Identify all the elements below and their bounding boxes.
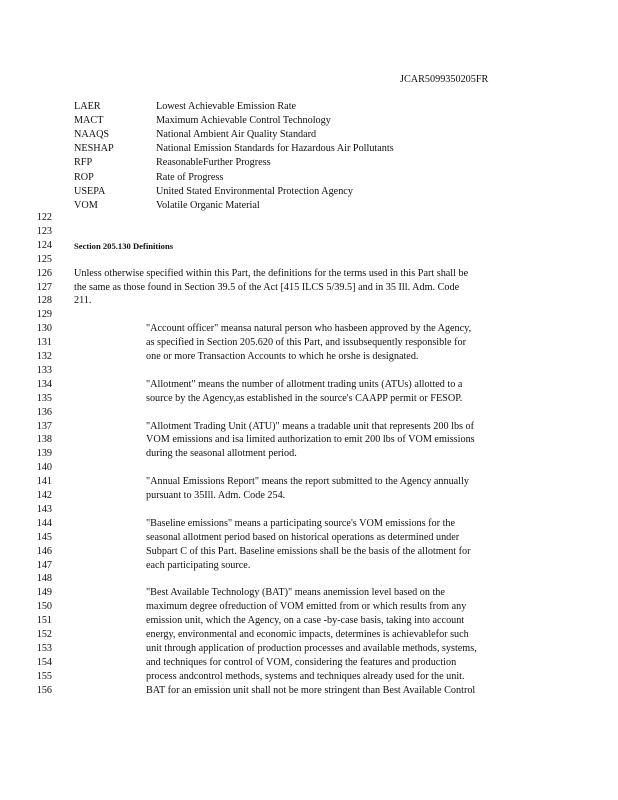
line-number: 141 xyxy=(36,476,52,488)
body-text-line: Unless otherwise specified within this Part, the definitions for the terms used in this Part shall be xyxy=(74,267,469,279)
line-number: 151 xyxy=(36,615,52,627)
line-number: 126 xyxy=(36,267,52,279)
abbreviation-term: NAAQS xyxy=(74,129,110,141)
line-number: 139 xyxy=(36,448,52,460)
abbreviation-term: USEPA xyxy=(74,185,106,197)
line-number: 155 xyxy=(36,670,52,682)
line-number: 123 xyxy=(36,225,52,237)
line-number: 125 xyxy=(36,253,52,265)
line-number: 144 xyxy=(36,517,52,529)
line-number: 156 xyxy=(36,684,52,696)
line-number: 127 xyxy=(36,281,52,293)
abbreviation-term: RFP xyxy=(74,157,93,169)
body-text-line: the same as those found in Section 39.5 of the Act [415 ILCS 5/39.5] and in 35 Ill. Adm. Code xyxy=(74,281,460,293)
line-number: 136 xyxy=(36,406,52,418)
body-text-line: emission unit, which the Agency, on a case -by-case basis, taking into account xyxy=(146,615,465,627)
line-number: 153 xyxy=(36,642,52,654)
abbreviation-term: LAER xyxy=(74,101,101,112)
line-number: 143 xyxy=(36,503,52,515)
line-number: 129 xyxy=(36,309,52,321)
body-text-line: each participating source. xyxy=(146,559,251,571)
line-number: 154 xyxy=(36,656,52,668)
abbreviation-meaning: National Emission Standards for Hazardous Air Pollutants xyxy=(156,143,394,155)
abbreviation-term: MACT xyxy=(74,115,104,127)
body-text-line: "Allotment Trading Unit (ATU)" means a tradable unit that represents 200 lbs of xyxy=(146,420,475,432)
line-number: 122 xyxy=(36,212,52,223)
body-text-line: pursuant to 35Ill. Adm. Code 254. xyxy=(146,490,286,501)
line-number: 137 xyxy=(36,420,52,432)
abbreviation-term: NESHAP xyxy=(74,143,114,155)
body-text-line: "Allotment" means the number of allotment trading units (ATUs) allotted to a xyxy=(146,378,463,390)
line-number: 152 xyxy=(36,629,52,640)
body-text-line: "Account officer" meansa natural person who hasbeen approved by the Agency, xyxy=(146,323,472,335)
body-text-line: seasonal allotment period based on historical operations as determined under xyxy=(146,531,460,543)
body-text-line: one or more Transaction Accounts to which he orshe is designated. xyxy=(146,351,419,362)
body-text-line: energy, environmental and economic impacts, determines is achievablefor such xyxy=(146,629,469,640)
line-number: 148 xyxy=(36,573,52,585)
body-text-line: VOM emissions and isa limited authorization to emit 200 lbs of VOM emissions xyxy=(146,434,475,446)
body-text-line: "Baseline emissions" means a participating source's VOM emissions for the xyxy=(146,517,456,529)
line-number: 128 xyxy=(36,295,52,307)
body-text-line: process andcontrol methods, systems and techniques already used for the unit. xyxy=(146,670,465,682)
body-text-line: source by the Agency,as established in the source's CAAPP permit or FESOP. xyxy=(146,392,463,404)
body-text-line: BAT for an emission unit shall not be more stringent than Best Available Control xyxy=(146,684,476,696)
line-number: 135 xyxy=(36,392,52,404)
line-number: 149 xyxy=(36,587,52,599)
body-text-line: and techniques for control of VOM, considering the features and production xyxy=(146,656,457,668)
body-text-line: Subpart C of this Part. Baseline emissions shall be the basis of the allotment for xyxy=(146,545,471,557)
line-number: 124 xyxy=(36,239,52,251)
line-number: 131 xyxy=(36,337,52,349)
abbreviation-meaning: United Stated Environmental Protection Agency xyxy=(156,185,353,197)
line-number: 133 xyxy=(36,364,52,376)
abbreviation-meaning: Rate of Progress xyxy=(156,171,224,183)
document-id: JCAR5099350205FR xyxy=(400,74,489,85)
body-text-line: as specified in Section 205.620 of this Part, and issubsequently responsible for xyxy=(146,337,467,349)
body-text-line: "Best Available Technology (BAT)" means anemission level based on the xyxy=(146,587,445,599)
line-number: 145 xyxy=(36,531,52,543)
line-number: 142 xyxy=(36,490,52,501)
abbreviation-meaning: Maximum Achievable Control Technology xyxy=(156,115,331,127)
line-number: 140 xyxy=(36,462,52,474)
body-text-line: maximum degree ofreduction of VOM emitted from or which results from any xyxy=(146,601,467,613)
line-number: 138 xyxy=(36,434,52,446)
abbreviation-meaning: ReasonableFurther Progress xyxy=(156,157,271,169)
line-number: 130 xyxy=(36,323,52,335)
abbreviation-term: ROP xyxy=(74,171,94,183)
line-number: 132 xyxy=(36,351,52,362)
section-heading: Section 205.130 Definitions xyxy=(74,240,174,251)
line-number: 150 xyxy=(36,601,52,613)
body-text-line: 211. xyxy=(74,295,92,307)
line-number: 134 xyxy=(36,378,52,390)
abbreviation-term: VOM xyxy=(74,199,98,211)
body-text-line: unit through application of production processes and available methods, systems, xyxy=(146,642,477,654)
abbreviation-meaning: Volatile Organic Material xyxy=(156,199,260,211)
line-number: 147 xyxy=(36,559,52,571)
body-text-line: during the seasonal allotment period. xyxy=(146,448,297,460)
abbreviation-meaning: Lowest Achievable Emission Rate xyxy=(156,101,297,112)
abbreviation-meaning: National Ambient Air Quality Standard xyxy=(156,129,317,141)
body-text-line: "Annual Emissions Report" means the report submitted to the Agency annually xyxy=(146,476,469,488)
line-number: 146 xyxy=(36,545,52,557)
